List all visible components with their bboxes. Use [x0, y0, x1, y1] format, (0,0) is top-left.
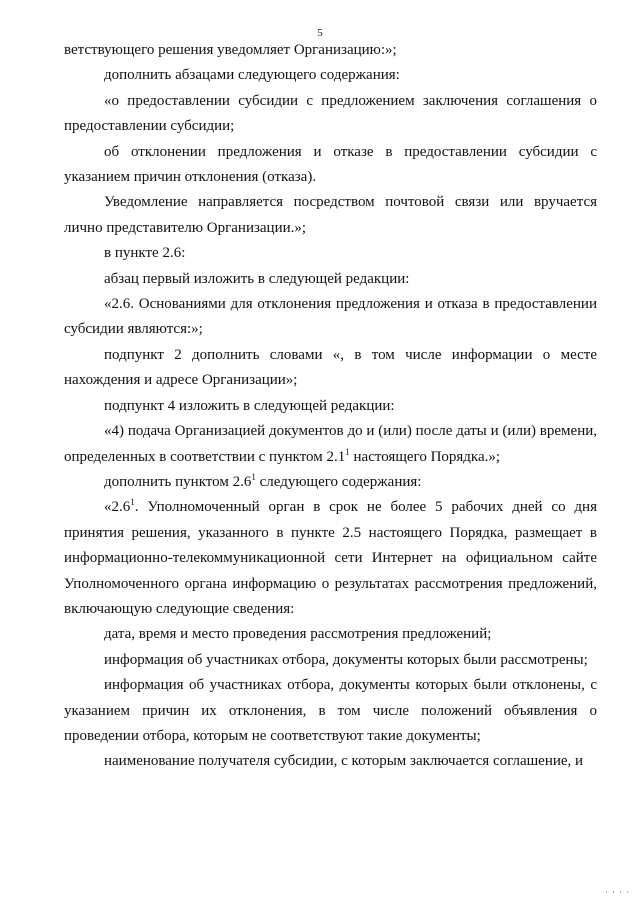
document-body: [64, 38, 597, 775]
page-number: 5: [317, 27, 323, 39]
paragraph-text: «2.6: [104, 499, 131, 516]
paragraph-text: следующего содержания:: [255, 473, 422, 490]
paragraph-text: «2.6. Основаниями для отклонения предложения и отказа в предоставлении субсидии являются:»;: [64, 296, 597, 338]
scan-artifact: · · · ·: [605, 888, 630, 897]
paragraph-text: Уведомление направляется посредством почтовой связи или вручается лично представителю Организации.»;: [64, 194, 597, 236]
paragraph: [64, 419, 597, 470]
paragraph: [64, 673, 597, 749]
paragraph: [64, 292, 597, 343]
paragraph-text: информация об участниках отбора, документы которых были рассмотрены;: [104, 651, 588, 668]
superscript: 1: [251, 471, 256, 482]
paragraph-text: настоящего Порядка.»;: [349, 448, 501, 465]
paragraph: [64, 267, 597, 292]
paragraph: [64, 749, 597, 774]
paragraph-text: ветствующего решения уведомляет Организацию:»;: [64, 42, 397, 58]
superscript: 1: [345, 446, 350, 457]
paragraph-text: об отклонении предложения и отказе в предоставлении субсидии с указанием причин отклонения (отказа).: [64, 143, 597, 186]
superscript: 1: [130, 497, 135, 508]
paragraph: [64, 38, 597, 63]
paragraph-text: информация об участниках отбора, документы которых были отклонены, с указанием причин их отклонения, в том числе положений объявления о проведении отбора, которым не соответствуют такие документы;: [64, 677, 597, 744]
paragraph-text: в пункте 2.6:: [104, 245, 186, 262]
paragraph-text: подпункт 2 дополнить словами «, в том числе информации о месте нахождения и адресе Организации»;: [64, 346, 597, 389]
paragraph-text: . Уполномоченный орган в срок не более 5 рабочих дней со дня принятия решения, указанного в пункте 2.5 настоящего Порядка, размещает в информационно-телекоммуникационной сети Интернет на официальном сайте Уполномоченного органа информацию о результатах рассмотрения предложений, включающую следующие сведения:: [64, 499, 597, 617]
paragraph-text: абзац первый изложить в следующей редакции:: [104, 270, 410, 287]
paragraph: [64, 190, 597, 241]
paragraph: [64, 622, 597, 647]
paragraph-text: «о предоставлении субсидии с предложением заключения соглашения о предоставлении субсидии;: [64, 92, 597, 135]
paragraph: [64, 241, 597, 266]
paragraph: [64, 495, 597, 622]
paragraph: [64, 89, 597, 140]
paragraph-text: дополнить пунктом 2.6: [104, 473, 252, 490]
paragraph: [64, 394, 597, 419]
paragraph-text: «4) подача Организацией документов до и (или) после даты и (или) времени, определенных в соответствии с пунктом 2.1: [64, 423, 597, 465]
paragraph-text: дополнить абзацами следующего содержания:: [104, 67, 400, 84]
paragraph: [64, 343, 597, 394]
paragraph: [64, 648, 597, 673]
paragraph: [64, 63, 597, 88]
paragraph-text: подпункт 4 изложить в следующей редакции:: [104, 397, 395, 414]
paragraph: [64, 470, 597, 495]
paragraph-text: дата, время и место проведения рассмотрения предложений;: [104, 626, 492, 643]
paragraph-text: наименование получателя субсидии, с которым заключается соглашение, и: [104, 753, 584, 770]
paragraph: [64, 140, 597, 191]
